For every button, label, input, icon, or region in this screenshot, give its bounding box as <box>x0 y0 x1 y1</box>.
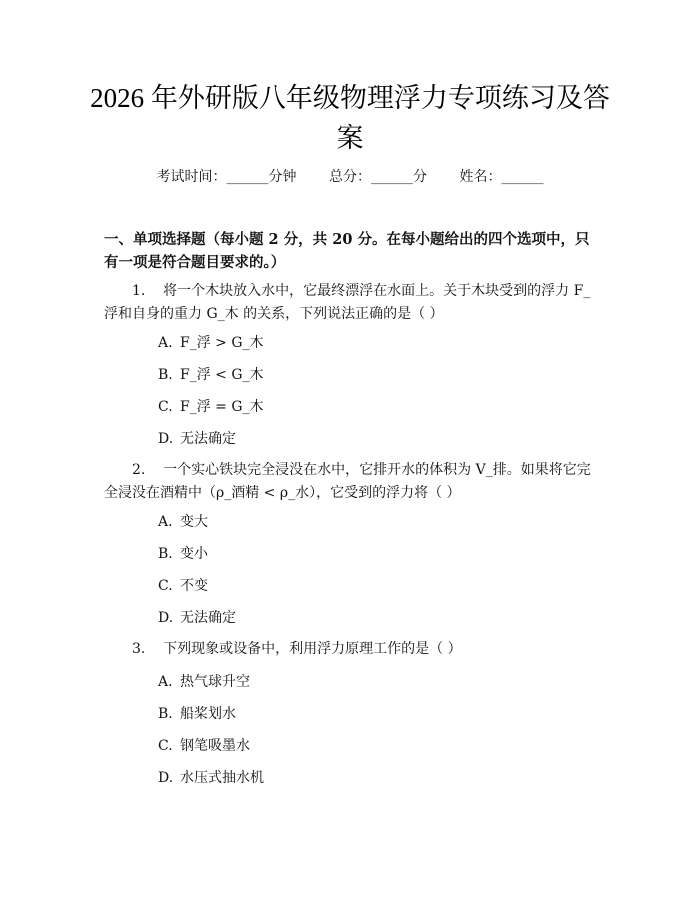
option-3b <box>158 704 236 724</box>
question-text <box>104 638 600 661</box>
option-text: 无法确定 <box>180 431 236 447</box>
option-1b <box>158 365 264 385</box>
exam-time: 考试时间：______分钟 <box>156 169 297 185</box>
option-3c <box>158 736 250 756</box>
option-text: 变大 <box>180 514 208 530</box>
option-3a <box>158 672 250 692</box>
option-letter: B. <box>158 706 173 722</box>
exam-score: 总分：______分 <box>329 169 427 185</box>
option-1d <box>158 429 236 449</box>
exam-meta <box>0 166 700 188</box>
option-2d <box>158 608 236 628</box>
option-letter: D. <box>158 770 174 786</box>
option-text: F_浮 = G_木 <box>180 399 264 415</box>
question-1 <box>104 280 600 326</box>
question-number: 1. <box>132 283 146 299</box>
option-text: 变小 <box>180 546 208 562</box>
option-letter: A. <box>158 335 173 351</box>
option-letter: A. <box>158 674 173 690</box>
option-letter: B. <box>158 546 173 562</box>
question-number: 3. <box>132 641 146 657</box>
option-text: 热气球升空 <box>180 674 250 690</box>
option-1c <box>158 397 264 417</box>
question-number: 2. <box>132 462 146 478</box>
option-text: 水压式抽水机 <box>180 770 264 786</box>
option-letter: C. <box>158 399 173 415</box>
option-1a <box>158 333 264 353</box>
option-3d <box>158 768 264 788</box>
question-body: 下列现象或设备中，利用浮力原理工作的是（ ） <box>163 641 462 657</box>
option-text: 不变 <box>180 578 208 594</box>
question-text <box>104 280 600 326</box>
option-letter: B. <box>158 367 173 383</box>
question-body: 将一个木块放入水中，它最终漂浮在水面上。关于木块受到的浮力 F_浮和自身的重力 G_木 的关系，下列说法正确的是（ ） <box>104 283 591 322</box>
option-2b <box>158 544 208 564</box>
option-letter: C. <box>158 578 173 594</box>
exam-name: 姓名：______ <box>459 169 544 185</box>
option-text: F_浮 > G_木 <box>180 335 264 351</box>
section-heading: 一、单项选择题（每小题 2 分，共 20 分。在每小题给出的四个选项中，只有一项是符合题目要求的。） <box>104 231 590 271</box>
option-text: F_浮 < G_木 <box>180 367 264 383</box>
option-2c <box>158 576 208 596</box>
option-letter: C. <box>158 738 173 754</box>
option-text: 无法确定 <box>180 610 236 626</box>
question-body: 一个实心铁块完全浸没在水中，它排开水的体积为 V_排。如果将它完全浸没在酒精中（ρ_酒精 < ρ_水），它受到的浮力将（ ） <box>104 462 591 501</box>
option-letter: D. <box>158 610 174 626</box>
question-text <box>104 459 600 505</box>
option-text: 钢笔吸墨水 <box>180 738 250 754</box>
option-letter: D. <box>158 431 174 447</box>
option-letter: A. <box>158 514 173 530</box>
question-3 <box>104 638 600 661</box>
document-title: 2026 年外研版八年级物理浮力专项练习及答案 <box>90 83 610 153</box>
option-2a <box>158 512 208 532</box>
question-2 <box>104 459 600 505</box>
option-text: 船桨划水 <box>180 706 236 722</box>
